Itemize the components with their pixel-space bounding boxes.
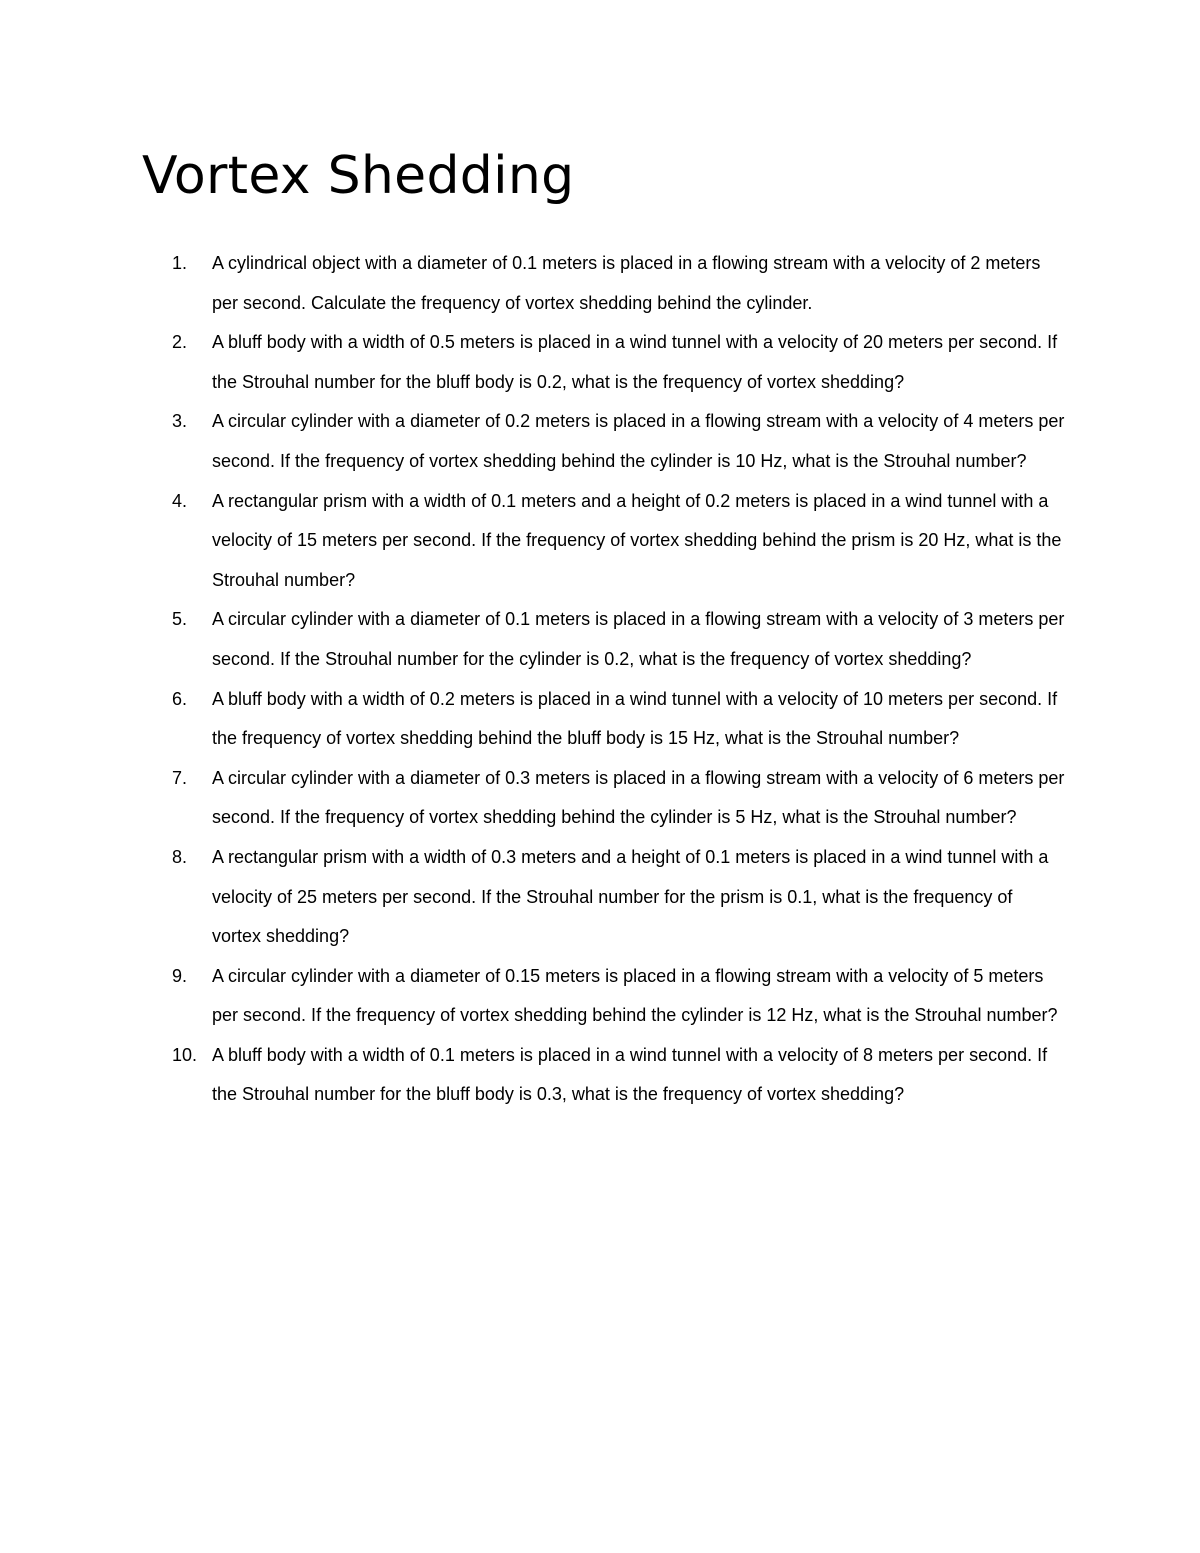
question-item-1 (160, 244, 1065, 323)
question-text: A bluff body with a width of 0.2 meters is placed in a wind tunnel with a velocity of 10 meters per second. If the frequency of vortex shedding behind the bluff body is 15 Hz, what is the Strouhal number? (212, 688, 1058, 749)
question-text: A circular cylinder with a diameter of 0.3 meters is placed in a flowing stream with a velocity of 6 meters per second. If the frequency of vortex shedding behind the cylinder is 5 Hz, what is the Strouhal number? (212, 767, 1065, 828)
question-number: 9. (172, 965, 188, 986)
question-text: A bluff body with a width of 0.5 meters is placed in a wind tunnel with a velocity of 20 meters per second. If the Strouhal number for the bluff body is 0.2, what is the frequency of vortex shedding? (212, 332, 1058, 392)
question-item-7 (160, 759, 1065, 838)
question-text: A cylindrical object with a diameter of 0.1 meters is placed in a flowing stream with a velocity of 2 meters per second. Calculate the frequency of vortex shedding behind the cylinder. (212, 253, 1041, 313)
page-title: Vortex Shedding (142, 146, 575, 206)
question-text: A bluff body with a width of 0.1 meters is placed in a wind tunnel with a velocity of 8 meters per second. If the Strouhal number for the bluff body is 0.3, what is the frequency of vortex shedding? (212, 1044, 1048, 1105)
question-text: A rectangular prism with a width of 0.1 meters and a height of 0.2 meters is placed in a wind tunnel with a velocity of 15 meters per second. If the frequency of vortex shedding behind the prism is 20 Hz, what is the Strouhal number? (212, 490, 1062, 590)
question-item-9 (160, 957, 1065, 1036)
question-item-10 (160, 1036, 1065, 1115)
question-number: 7. (172, 767, 188, 788)
question-text: A circular cylinder with a diameter of 0.1 meters is placed in a flowing stream with a velocity of 3 meters per second. If the Strouhal number for the cylinder is 0.2, what is the frequency of vortex shedding? (212, 609, 1065, 669)
question-list (160, 244, 1065, 1115)
question-number: 5. (172, 609, 188, 630)
question-text: A circular cylinder with a diameter of 0.15 meters is placed in a flowing stream with a velocity of 5 meters per second. If the frequency of vortex shedding behind the cylinder is 12 Hz, what is the Strouhal number? (212, 965, 1058, 1026)
question-number: 6. (172, 688, 188, 709)
question-number: 8. (172, 846, 188, 867)
question-number: 4. (172, 490, 188, 511)
question-item-5 (160, 600, 1065, 679)
question-number: 1. (172, 253, 188, 273)
question-item-8 (160, 838, 1065, 957)
question-item-2 (160, 323, 1065, 402)
question-text: A rectangular prism with a width of 0.3 meters and a height of 0.1 meters is placed in a wind tunnel with a velocity of 25 meters per second. If the Strouhal number for the prism is 0.1, what is the frequency of vortex shedding? (212, 846, 1049, 947)
question-number: 2. (172, 332, 188, 353)
question-item-4 (160, 482, 1065, 601)
question-item-3 (160, 402, 1065, 481)
question-number: 10. (172, 1044, 198, 1065)
question-item-6 (160, 680, 1065, 759)
question-text: A circular cylinder with a diameter of 0.2 meters is placed in a flowing stream with a velocity of 4 meters per second. If the frequency of vortex shedding behind the cylinder is 10 Hz, what is the Strouhal number? (212, 411, 1065, 471)
question-number: 3. (172, 411, 188, 432)
